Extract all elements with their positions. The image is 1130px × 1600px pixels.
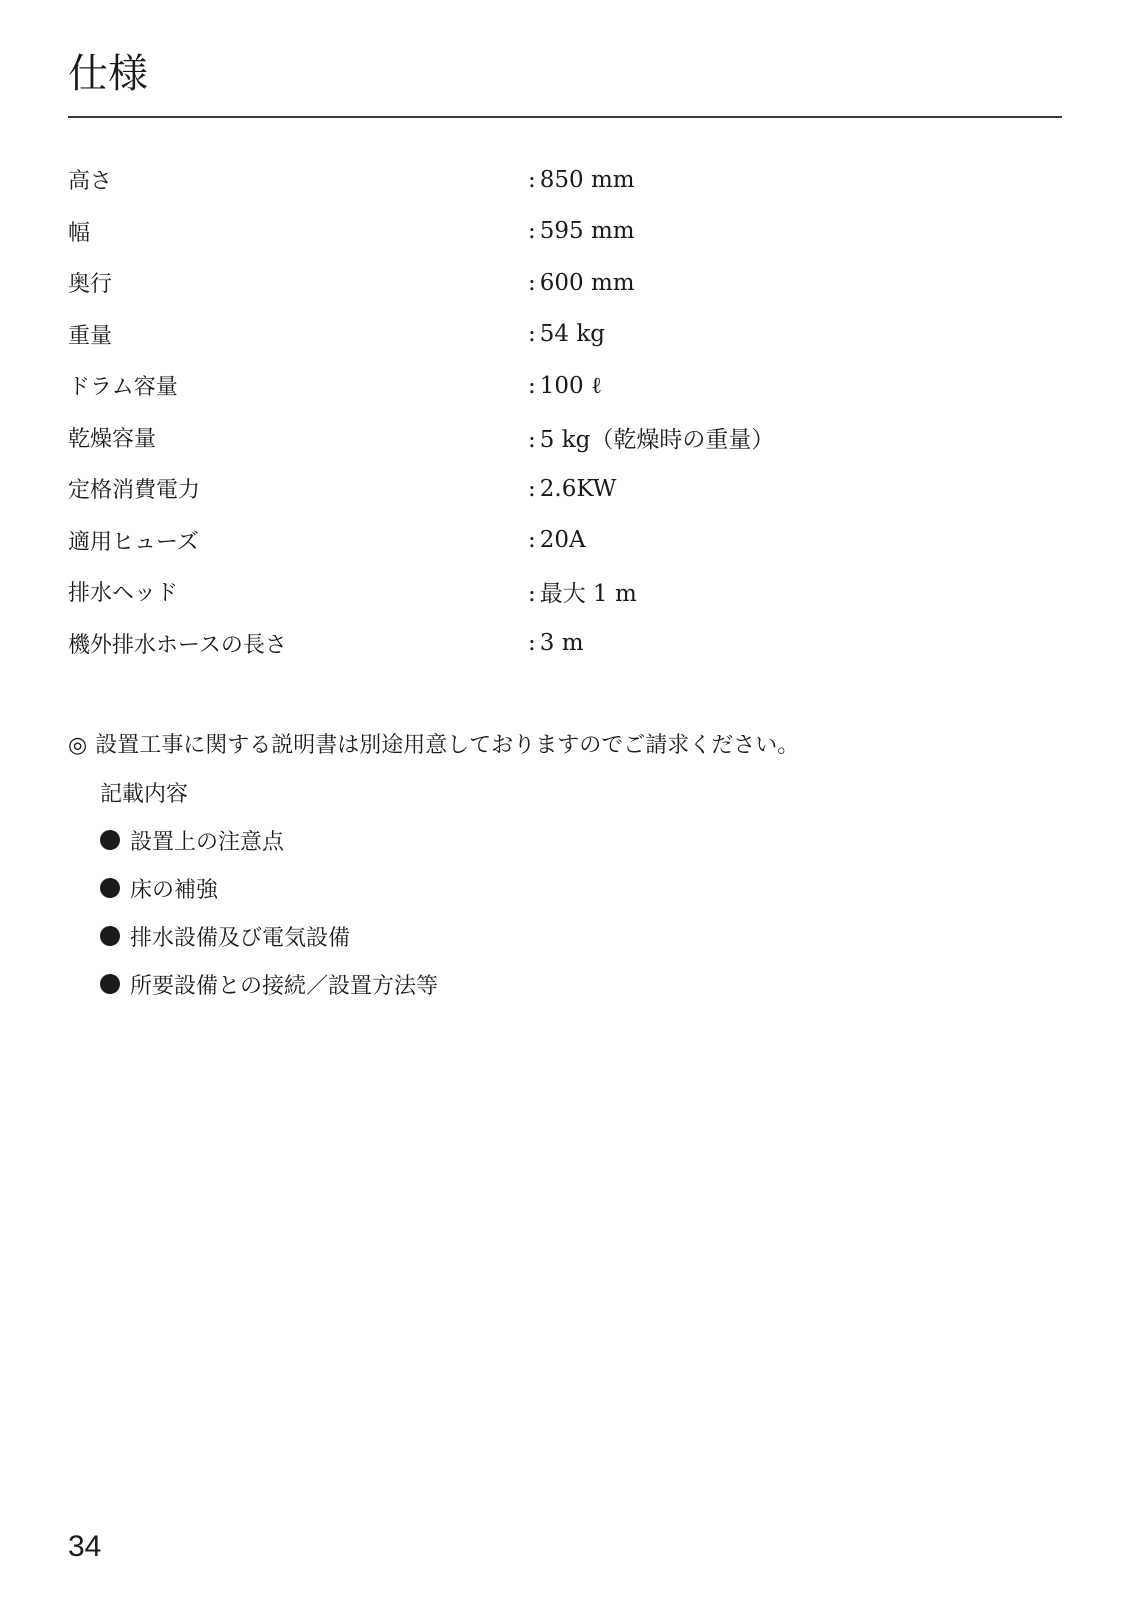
spec-row-dry-capacity: [68, 412, 1062, 464]
installation-note-text: 設置工事に関する説明書は別途用意しておりますのでご請求ください。: [95, 733, 800, 758]
separator: :: [528, 630, 536, 657]
spec-row-drain-hose-length: [68, 618, 1062, 670]
spec-row-fuse: [68, 515, 1062, 567]
spec-label: 適用ヒューズ: [68, 529, 199, 555]
spec-value: [528, 575, 637, 608]
spec-label: 定格消費電力: [68, 478, 201, 504]
separator: :: [528, 218, 536, 245]
spec-value: [528, 527, 586, 553]
spec-value-text: 最大 1 m: [539, 581, 637, 608]
spec-label: 乾燥容量: [68, 426, 157, 452]
spec-value: [528, 373, 602, 399]
spec-value: [528, 630, 584, 656]
spec-label: 奥行: [68, 272, 113, 298]
spec-row-drain-head: [68, 566, 1062, 618]
spec-row-weight: [68, 309, 1062, 361]
spec-label: 機外排水ホースの長さ: [68, 632, 287, 658]
spec-row-rated-power: [68, 463, 1062, 515]
spec-row-width: [68, 206, 1062, 258]
separator: :: [528, 527, 536, 554]
spec-label: 幅: [68, 220, 91, 246]
installation-note: [68, 728, 799, 759]
spec-label: 排水ヘッド: [68, 581, 179, 607]
spec-value-text: 850 mm: [539, 166, 635, 193]
spec-label: 高さ: [68, 169, 113, 195]
separator: :: [528, 426, 536, 453]
spec-row-drum-capacity: [68, 360, 1062, 412]
list-item-text: 設置上の注意点: [130, 829, 285, 855]
contents-list: [100, 816, 438, 1008]
title-divider: [68, 116, 1062, 118]
page-number: 34: [68, 1530, 102, 1563]
spec-label: 重量: [68, 323, 113, 349]
spec-value: [528, 167, 635, 193]
list-item: [100, 816, 438, 864]
spec-value-text: 600 mm: [539, 269, 635, 296]
spec-value-text: 2.6KW: [539, 475, 617, 502]
list-item: [100, 912, 438, 960]
bullet-icon: [100, 926, 120, 946]
bullet-icon: [100, 974, 120, 994]
spec-value: [528, 270, 635, 296]
separator: :: [528, 372, 536, 399]
page-title: 仕様: [68, 51, 148, 97]
list-item: [100, 960, 438, 1008]
separator: :: [528, 269, 536, 296]
contents-heading: 記載内容: [100, 782, 189, 807]
bullet-icon: [100, 878, 120, 898]
list-item-text: 床の補強: [130, 877, 219, 903]
spec-value-text: 595 mm: [539, 218, 635, 245]
double-circle-icon: ◎: [68, 733, 88, 758]
spec-value-text: 5 kg（乾燥時の重量）: [539, 426, 775, 453]
list-item-text: 排水設備及び電気設備: [130, 925, 351, 951]
spec-value-text: 20A: [539, 527, 586, 554]
spec-row-depth: [68, 257, 1062, 309]
spec-value-text: 3 m: [539, 630, 584, 657]
spec-row-height: [68, 154, 1062, 206]
spec-value: [528, 218, 635, 244]
spec-value: [528, 321, 605, 347]
bullet-icon: [100, 830, 120, 850]
separator: :: [528, 321, 536, 348]
spec-list: [68, 154, 1062, 669]
separator: :: [528, 166, 536, 193]
spec-value: [528, 476, 616, 502]
list-item: [100, 864, 438, 912]
separator: :: [528, 475, 536, 502]
spec-value-text: 54 kg: [539, 321, 605, 348]
separator: :: [528, 581, 536, 608]
spec-value: [528, 421, 774, 454]
list-item-text: 所要設備との接続／設置方法等: [130, 973, 439, 999]
spec-value-text: 100 ℓ: [539, 372, 602, 399]
spec-label: ドラム容量: [68, 375, 178, 401]
